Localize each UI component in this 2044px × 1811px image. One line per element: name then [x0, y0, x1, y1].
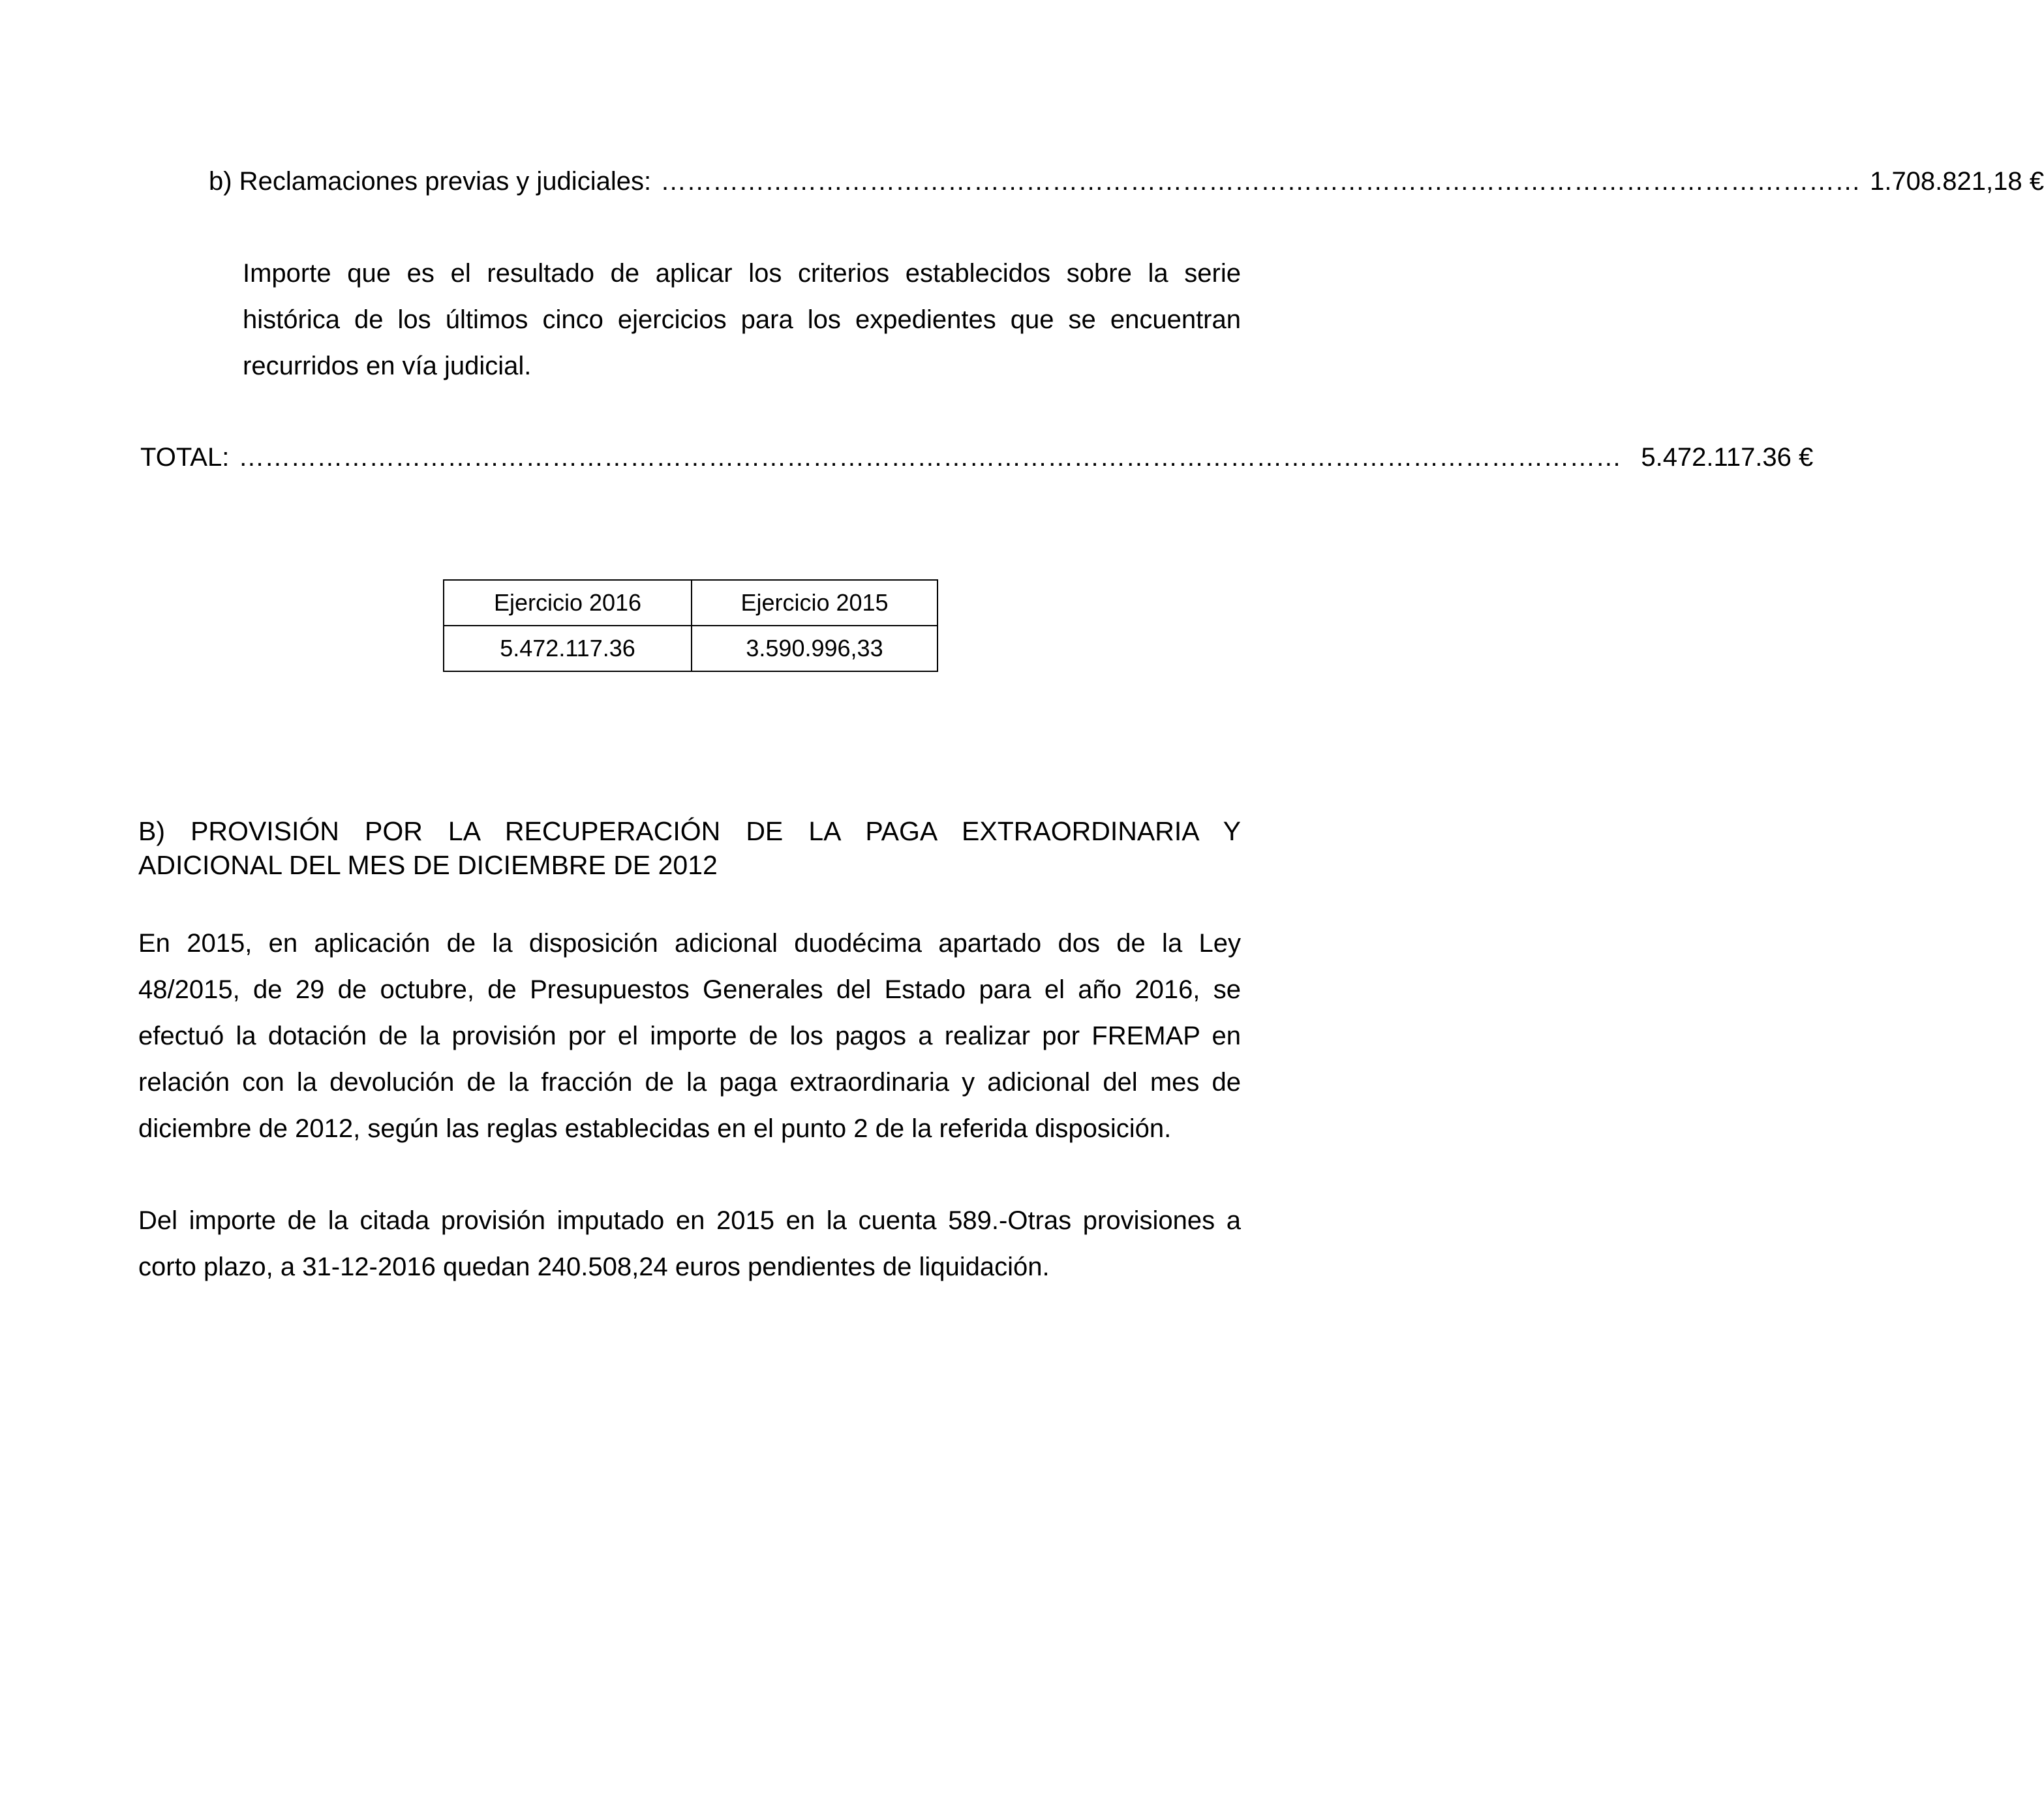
paragraph-line: En 2015, en aplicación de la disposición adicional duodécima apartado dos de la Ley [138, 929, 1241, 958]
paragraph-line: 48/2015, de 29 de octubre, de Presupuestos Generales del Estado para el año 2016, se [138, 975, 1241, 1004]
table-cell: 3.590.996,33 [692, 626, 938, 671]
table-row [444, 626, 938, 671]
paragraph-line: diciembre de 2012, según las reglas establecidas en el punto 2 de la referida disposición. [138, 1114, 1172, 1143]
paragraph-line: efectuó la dotación de la provisión por el importe de los pagos a realizar por FREMAP en [138, 1022, 1241, 1050]
claims-description-line: recurridos en vía judicial. [243, 352, 532, 380]
comparison-table [443, 579, 938, 672]
table-header-row [444, 580, 938, 626]
claims-line [209, 166, 2044, 197]
table-header-cell: Ejercicio 2016 [444, 580, 692, 626]
total-label: TOTAL: [140, 443, 230, 472]
claims-label: b) Reclamaciones previas y judiciales: [209, 167, 652, 196]
total-amount: 5.472.117.36 € [1641, 443, 1814, 472]
paragraph-line: Del importe de la citada provisión imputado en 2015 en la cuenta 589.-Otras provisiones a [138, 1206, 1241, 1235]
claims-description-line: histórica de los últimos cinco ejercicios para los expedientes que se encuentran [243, 305, 1241, 334]
table-cell: 5.472.117.36 [444, 626, 692, 671]
claims-amount: 1.708.821,18 € [1870, 167, 2044, 196]
leader-dots: …………………………………………………………………………………………………………………………………………… [238, 443, 1622, 472]
leader-dots: ………………………………………………………………………………………………………………………… [660, 167, 1861, 196]
total-line [140, 442, 1814, 473]
paragraph-line: corto plazo, a 31-12-2016 quedan 240.508,24 euros pendientes de liquidación. [138, 1253, 1050, 1281]
paragraph-line: relación con la devolución de la fracción de la paga extraordinaria y adicional del mes de [138, 1068, 1241, 1097]
section-heading-line: ADICIONAL DEL MES DE DICIEMBRE DE 2012 [138, 850, 718, 880]
claims-description-line: Importe que es el resultado de aplicar los criterios establecidos sobre la serie [243, 259, 1241, 288]
section-heading-line: B) PROVISIÓN POR LA RECUPERACIÓN DE LA PAGA EXTRAORDINARIA Y [138, 816, 1241, 846]
table-header-cell: Ejercicio 2015 [692, 580, 938, 626]
